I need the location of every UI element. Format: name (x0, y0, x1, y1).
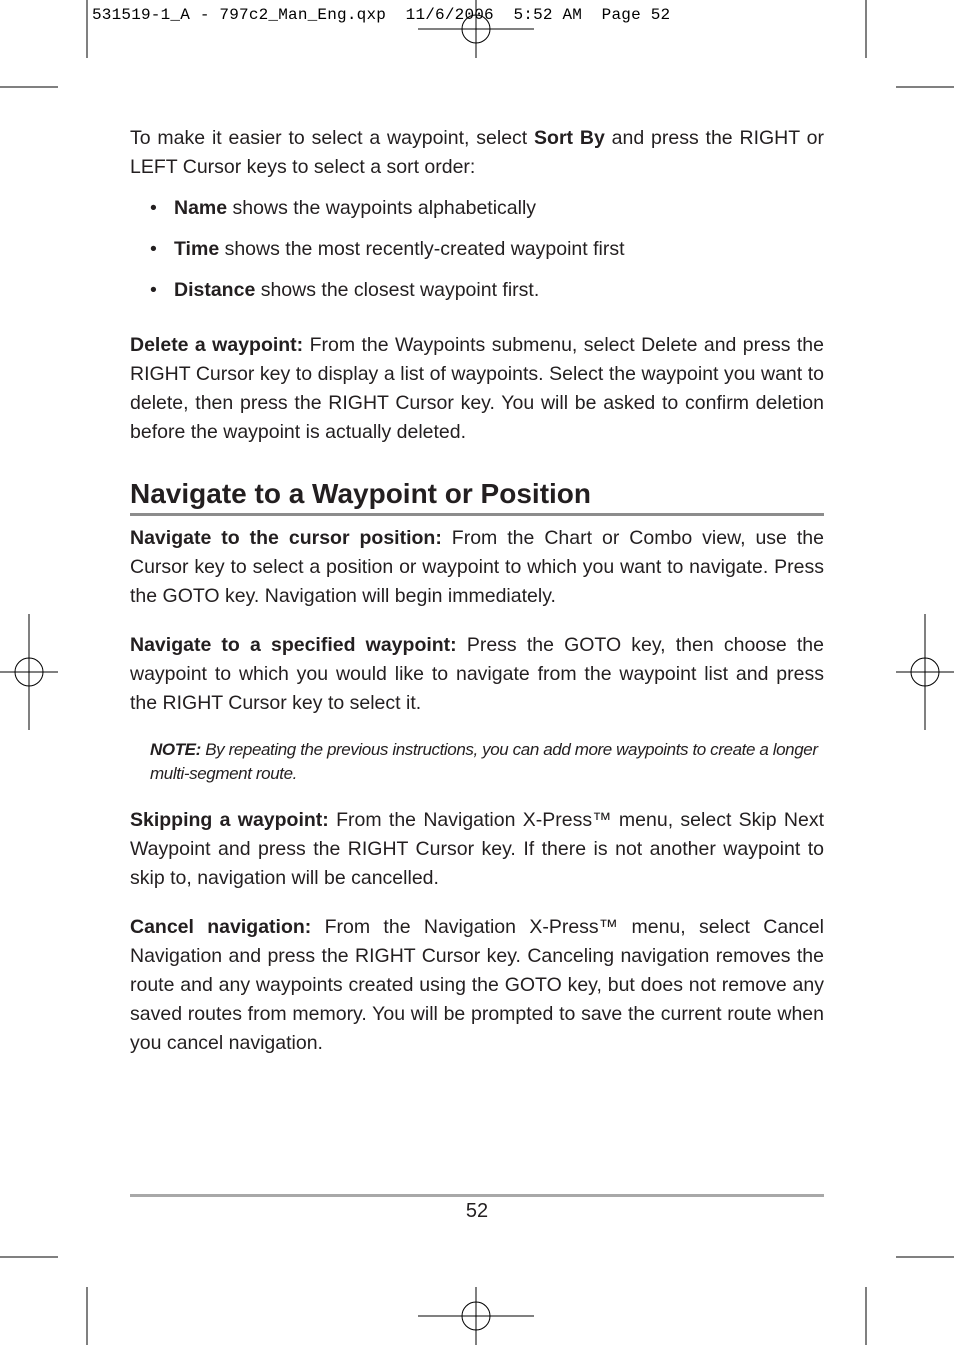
sort-order-list (130, 188, 824, 311)
note-paragraph: NOTE: By repeating the previous instructions, you can add more waypoints to create a longer multi-segment route. (150, 740, 818, 783)
page-number: 52 (465, 1200, 489, 1222)
list-item: • Time shows the most recently-created waypoint first (150, 229, 824, 270)
bullet: • (150, 197, 157, 219)
page-content (130, 124, 824, 1058)
print-slug: 531519-1_A - 797c2_Man_Eng.qxp 11/6/2006 5:52 AM Page 52 (92, 6, 671, 24)
section-heading: Navigate to a Waypoint or Position (130, 477, 824, 516)
delete-waypoint-paragraph: Delete a waypoint: From the Waypoints submenu, select Delete and press the RIGHT Cursor key to display a list of waypoints. Select the waypoint you want to delete, then press the RIGHT Cursor key. You will be asked to confirm deletion before the waypoint is actually deleted. (130, 334, 824, 443)
cancel-navigation-paragraph: Cancel navigation: From the Navigation X-Press™ menu, select Cancel Navigation and press the RIGHT Cursor key. Canceling navigation removes the route and any waypoints created using the GOTO key, but does not remove any saved routes from memory. You will be prompted to save the current route when you cancel navigation. (130, 916, 824, 1054)
bullet: • (150, 238, 157, 260)
navigate-waypoint-paragraph: Navigate to a specified waypoint: Press the GOTO key, then choose the waypoint to which you would like to navigate from the waypoint list and press the RIGHT Cursor key to select it. (130, 634, 824, 714)
footer-divider (130, 1194, 824, 1197)
skip-waypoint-paragraph: Skipping a waypoint: From the Navigation X-Press™ menu, select Skip Next Waypoint and press the RIGHT Cursor key. If there is not another waypoint to skip to, navigation will be cancelled. (130, 809, 825, 889)
list-item: • Name shows the waypoints alphabetically (150, 188, 824, 229)
bullet: • (150, 279, 157, 301)
list-item: • Distance shows the closest waypoint first. (150, 270, 824, 311)
navigate-cursor-paragraph: Navigate to the cursor position: From the Chart or Combo view, use the Cursor key to select a position or waypoint to which you want to navigate. Press the GOTO key. Navigation will begin immediately. (130, 527, 824, 607)
intro-paragraph: To make it easier to select a waypoint, select Sort By and press the RIGHT or LEFT Cursor keys to select a sort order: (130, 127, 824, 178)
